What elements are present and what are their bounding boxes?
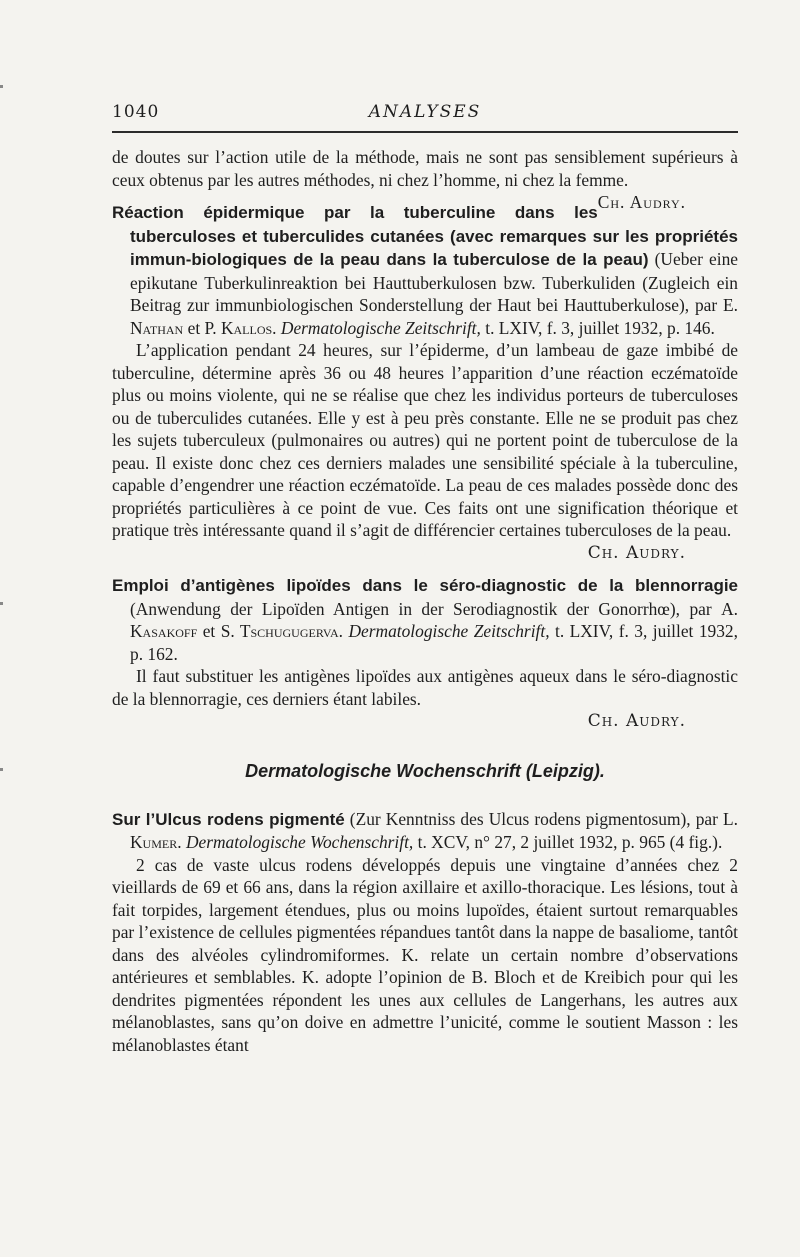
page-header (112, 102, 738, 130)
and-word: et (187, 317, 201, 338)
journal-name: Dermatologische Wochenschrift, (185, 832, 414, 852)
author-signature: Ch. Audry. (587, 711, 686, 731)
abstract-heading (112, 574, 738, 665)
and-word: et (202, 621, 216, 641)
original-title: (Zur Kenntniss des Ulcus rodens pigmentosum), (349, 808, 691, 829)
journal-section-heading: Dermatologische Wochenschrift (Leipzig). (245, 760, 605, 781)
abstract-heading (112, 201, 738, 339)
by-word: par (689, 598, 712, 619)
page-number: 1040 (112, 102, 160, 122)
running-title: ANALYSES (368, 102, 482, 122)
article-continuation (112, 146, 738, 212)
citation: t. LXIV, f. 3, juillet 1932, p. 162. (130, 621, 738, 664)
scan-mark (0, 768, 3, 771)
scan-mark (0, 85, 3, 88)
author-name: P. Kallos. (204, 317, 277, 338)
journal-name: Dermatologische Zeitschrift, (280, 317, 481, 338)
article-title: Emploi d’antigènes lipoïdes dans le séro-diagnostic de la blennorragie (112, 576, 738, 595)
abstract-body: Il faut substituer les antigènes lipoïdes aux antigènes aqueux dans le séro-diagnostic de la blennorragie, ces derniers étant labiles. (112, 666, 738, 709)
original-title: (Anwendung der Lipoïden Antigen in der Serodiagnostik der Gonorrhœ), (130, 598, 681, 619)
author-signature: Ch. Audry. (587, 542, 686, 563)
author-name: S. Tschugugerva. (220, 621, 344, 641)
page-content (112, 146, 738, 1056)
article-title: Sur l’Ulcus rodens pigmenté (112, 809, 345, 829)
journal-name: Dermatologische Zeitschrift, (348, 621, 550, 641)
scan-mark (0, 602, 3, 605)
citation: t. XCV, n° 27, 2 juillet 1932, p. 965 (4 fig.). (417, 832, 723, 852)
author-name: E. Nathan (130, 295, 738, 338)
author-name: A. Kasakoff (130, 598, 738, 641)
by-word: par (695, 808, 718, 829)
author-signature: Ch. Audry. (597, 192, 686, 212)
abstract-body: 2 cas de vaste ulcus rodens développés depuis une vingtaine d’années chez 2 vieillards de 69 et 66 ans, dans la région axillaire et axillo-thoracique. Les lésions, tout à fait torpides, largement étendues, plus ou moins lupoïdes, étaient surtout remarquables par l’existence de cellules pigmentées répandues tantôt dans la nappe de basaliome, tantôt dans des alvéoles cylindromiformes. K. relate un certain nombre d’observations antérieures et semblables. K. adopte l’opinion de B. Bloch et de Kreibich pour qui les dendrites pigmentées répondent les unes aux cellules de Langerhans, les autres aux mélanoblastes, sans qu’on doive en admettre l’unicité, comme le soutient Masson : les mélanoblastes étant (112, 854, 738, 1055)
by-word: par (694, 295, 718, 315)
abstract-body: L’application pendant 24 heures, sur l’épiderme, d’un lambeau de gaze imbibé de tuberculine, détermine après 36 ou 48 heures l’apparition d’une réaction eczématoïde plus ou moins violente, qui ne se réalise que chez les individus porteurs de tuberculoses ou de tuberculides cutanées. Elle y est à peu près constante. Elle ne se produit pas chez les sujets tuberculeux (pulmonaires ou autres) qui ne portent point de tuberculose de la peau. Il existe donc chez ces derniers malades une sensibilité spéciale à la tuberculine, capable d’engendrer une réaction eczématoïde. La peau de ces malades possède donc des propriétés particulières à ce point de vue. Ces faits ont une signification théorique et pratique très intéressante quand il s’agit de différencier certaines tuberculoses de la peau. (112, 340, 738, 540)
author-name: L. Kumer. (130, 808, 738, 852)
article-title: Réaction épidermique par la tuberculine dans les tuberculoses et tuberculides cutanées (avec remarques sur les propriétés immun-biologiques de la peau dans la tuberculose de la peau) (112, 203, 738, 269)
citation: t. LXIV, f. 3, juillet 1932, p. 146. (485, 317, 715, 338)
original-title: (Ueber eine epikutane Tuberkulinreaktion bei Hauttuberkulosen bzw. Tuberkuliden (Zugleich ein Beitrag zur immunbiologischen Sonderstellung der Haut bei Hauttuberkulose), (130, 249, 738, 315)
continuation-text: de doutes sur l’action utile de la méthode, mais ne sont pas sensiblement supérieurs à ceux obtenus par les autres méthodes, ni chez l’homme, ni chez la femme. (112, 147, 738, 190)
header-rule (112, 131, 738, 133)
abstract-heading (112, 808, 738, 854)
